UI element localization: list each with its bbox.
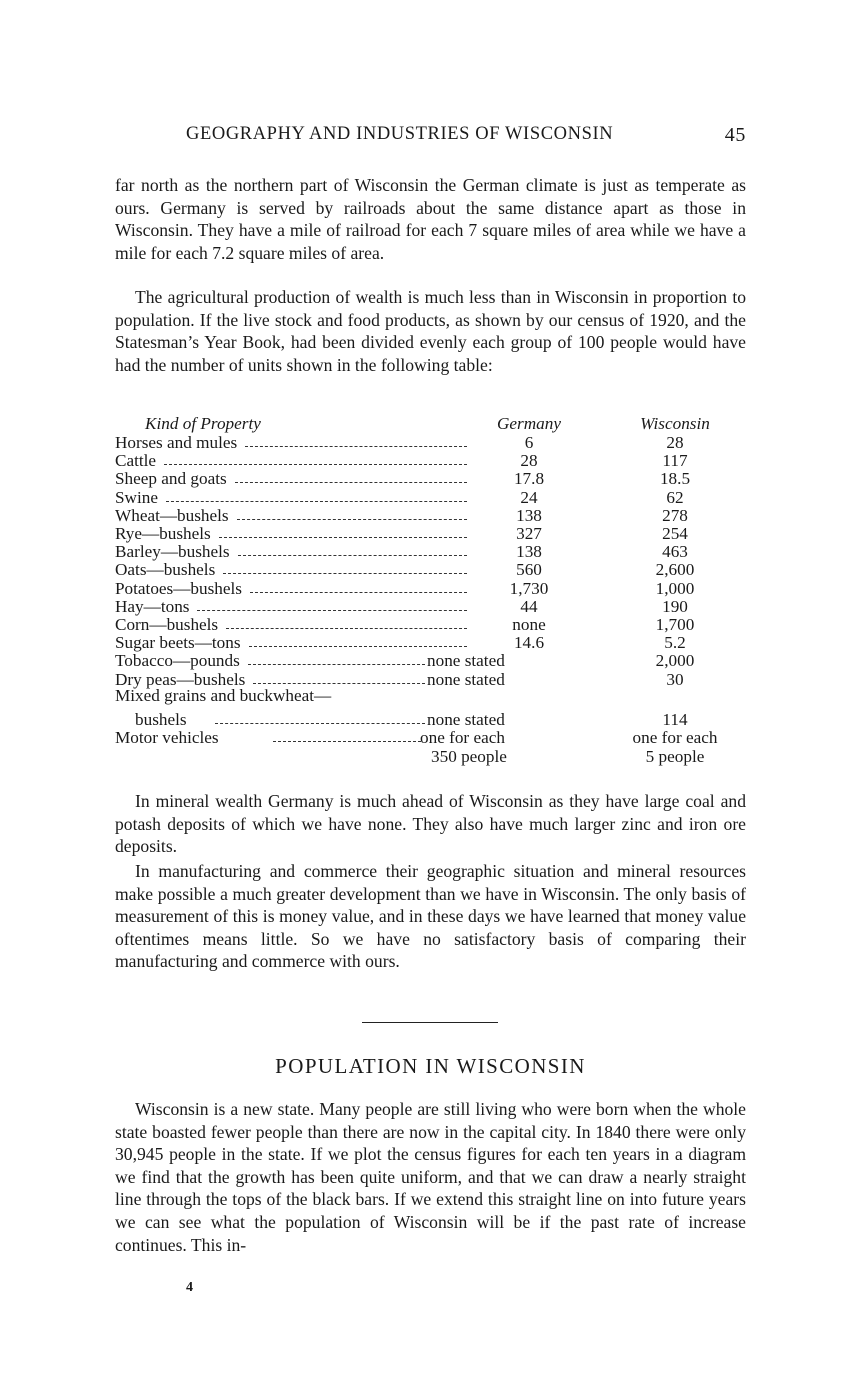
- table-row: [115, 524, 755, 543]
- row-wisconsin: 18.5: [659, 469, 691, 489]
- header-germany: Germany: [497, 414, 561, 433]
- table-row: [115, 506, 755, 525]
- row-wisconsin: 114: [662, 710, 688, 729]
- dot-leader: [197, 610, 467, 611]
- row-germany: 327: [516, 524, 542, 543]
- row-germany: 138: [516, 542, 542, 562]
- row-kind: Dry peas—bushels: [115, 669, 246, 689]
- row-germany: 138: [516, 505, 542, 525]
- table-row-mixed-grains-bushels: [115, 710, 755, 729]
- row-germany: 560: [516, 560, 542, 580]
- row-germany: none: [512, 615, 546, 634]
- row-wisconsin: 1,000: [655, 578, 695, 598]
- row-wisconsin: 463: [662, 542, 688, 562]
- table-row: [115, 451, 755, 470]
- section-divider: [362, 1022, 498, 1023]
- row-kind: Barley—bushels: [115, 542, 230, 562]
- dot-leader: [238, 555, 467, 556]
- row-wisconsin: 5 people: [645, 747, 705, 766]
- paragraph-agricultural-production: The agricultural production of wealth is much less than in Wisconsin in proportion to population. If the live stock and food products, as shown by our census of 1920, and the Statesman’s Year Book, had been divided evenly each group of 100 people would have had the number of units shown in the following table:: [115, 287, 746, 375]
- dot-leader: [219, 537, 467, 538]
- table-row: [115, 542, 755, 561]
- table-header-row: [115, 414, 755, 433]
- paragraph-climate-railroads: far north as the northern part of Wisconsin the German climate is just as temperate as ours. Germany is served by railroads about the same distance apart as those in Wisconsin. They have a mile of railroad for each 7 square miles of area while we have a mile for each 7.2 square miles of area.: [115, 175, 746, 263]
- row-wisconsin: 2,600: [655, 560, 695, 580]
- paragraph-population: Wisconsin is a new state. Many people are still living who were born when the whole state boasted fewer people than there are now in the capital city. In 1840 there were only 30,945 people in the state. If we plot the census figures for each ten years in a diagram we find that the growth has been quite uniform, and that we can draw a nearly straight line through the tops of the black bars. If we extend this straight line on into future years we can see what the population of Wisconsin will be if the past rate of increase continues. This in-: [115, 1099, 746, 1255]
- row-wisconsin: 30: [666, 669, 684, 689]
- row-germany: 14.6: [513, 633, 545, 653]
- dot-leader: [164, 464, 467, 465]
- row-kind: Wheat—bushels: [115, 505, 229, 525]
- row-wisconsin: 117: [662, 451, 688, 471]
- table-row: [115, 433, 755, 452]
- table-row: [115, 633, 755, 652]
- table-row-mixed-grains: [115, 686, 755, 705]
- paragraph-manufacturing: In manufacturing and commerce their geographic situation and mineral resources make possible a much greater development than we have in Wisconsin. The only basis of measurement of this is money value, and in these days we have learned that money value oftentimes means little. So we have no satisfactory basis of comparing their manufacturing and commerce with ours.: [115, 861, 746, 972]
- row-germany: 17.8: [513, 469, 545, 489]
- row-kind: Horses and mules: [115, 433, 238, 452]
- row-kind: Sheep and goats: [115, 469, 227, 489]
- row-kind: Sugar beets—tons: [115, 633, 241, 653]
- paragraph-mineral-wealth: In mineral wealth Germany is much ahead of Wisconsin as they have large coal and potash deposits of which we have none. They also have much larger zinc and iron ore deposits.: [115, 791, 746, 857]
- row-kind: Cattle: [115, 451, 157, 471]
- row-kind: Tobacco—pounds: [115, 651, 240, 671]
- row-germany: 1,730: [509, 578, 549, 598]
- row-germany: 350 people: [431, 747, 507, 766]
- row-wisconsin: 190: [662, 596, 688, 616]
- row-germany: none stated: [427, 710, 505, 729]
- row-wisconsin: one for each: [632, 728, 718, 747]
- dot-leader: [166, 501, 467, 502]
- table-row: [115, 615, 755, 634]
- table-row: [115, 597, 755, 616]
- row-germany: 44: [520, 596, 538, 616]
- dot-leader: [253, 683, 425, 684]
- dot-leader: [248, 664, 425, 665]
- row-kind: Hay—tons: [115, 596, 190, 616]
- dot-leader: [215, 723, 425, 724]
- table-row-motor-vehicles: [115, 728, 755, 747]
- dot-leader: [235, 482, 467, 483]
- row-wisconsin: 278: [662, 505, 688, 525]
- section-title: POPULATION IN WISCONSIN: [275, 1054, 586, 1078]
- row-germany: 24: [520, 487, 538, 507]
- row-wisconsin: 2,000: [655, 651, 695, 671]
- row-germany: 28: [520, 451, 538, 471]
- row-kind: Rye—bushels: [115, 524, 211, 543]
- header-kind: Kind of Property: [145, 414, 261, 433]
- table-row: [115, 560, 755, 579]
- dot-leader: [273, 741, 421, 742]
- row-wisconsin: 62: [666, 487, 684, 507]
- row-germany: none stated: [427, 651, 505, 671]
- row-germany: one for each: [420, 728, 505, 747]
- table-row: [115, 579, 755, 598]
- dot-leader: [226, 628, 467, 629]
- table-row-motor-vehicles-2: [115, 747, 755, 766]
- row-kind: Potatoes—bushels: [115, 578, 242, 598]
- table-row: [115, 651, 755, 670]
- page-number: 45: [724, 124, 746, 146]
- header-wisconsin: Wisconsin: [640, 414, 710, 433]
- dot-leader: [250, 592, 467, 593]
- row-kind: Mixed grains and buckwheat—: [115, 686, 332, 705]
- row-kind: bushels: [135, 710, 187, 729]
- dot-leader: [245, 446, 467, 447]
- dot-leader: [237, 519, 467, 520]
- row-wisconsin: 5.2: [664, 633, 686, 653]
- row-kind: Oats—bushels: [115, 560, 216, 580]
- row-wisconsin: 28: [666, 433, 684, 452]
- row-germany: 6: [524, 433, 534, 452]
- table-row: [115, 488, 755, 507]
- row-kind: Motor vehicles: [115, 728, 219, 747]
- row-kind: Corn—bushels: [115, 615, 219, 634]
- signature-mark: 4: [186, 1280, 193, 1295]
- row-kind: Swine: [115, 487, 158, 507]
- row-wisconsin: 254: [662, 524, 688, 543]
- dot-leader: [223, 573, 467, 574]
- running-head-title: GEOGRAPHY AND INDUSTRIES OF WISCONSIN: [186, 124, 614, 144]
- dot-leader: [249, 646, 467, 647]
- row-wisconsin: 1,700: [655, 615, 695, 634]
- row-germany: none stated: [427, 669, 505, 689]
- table-row: [115, 469, 755, 488]
